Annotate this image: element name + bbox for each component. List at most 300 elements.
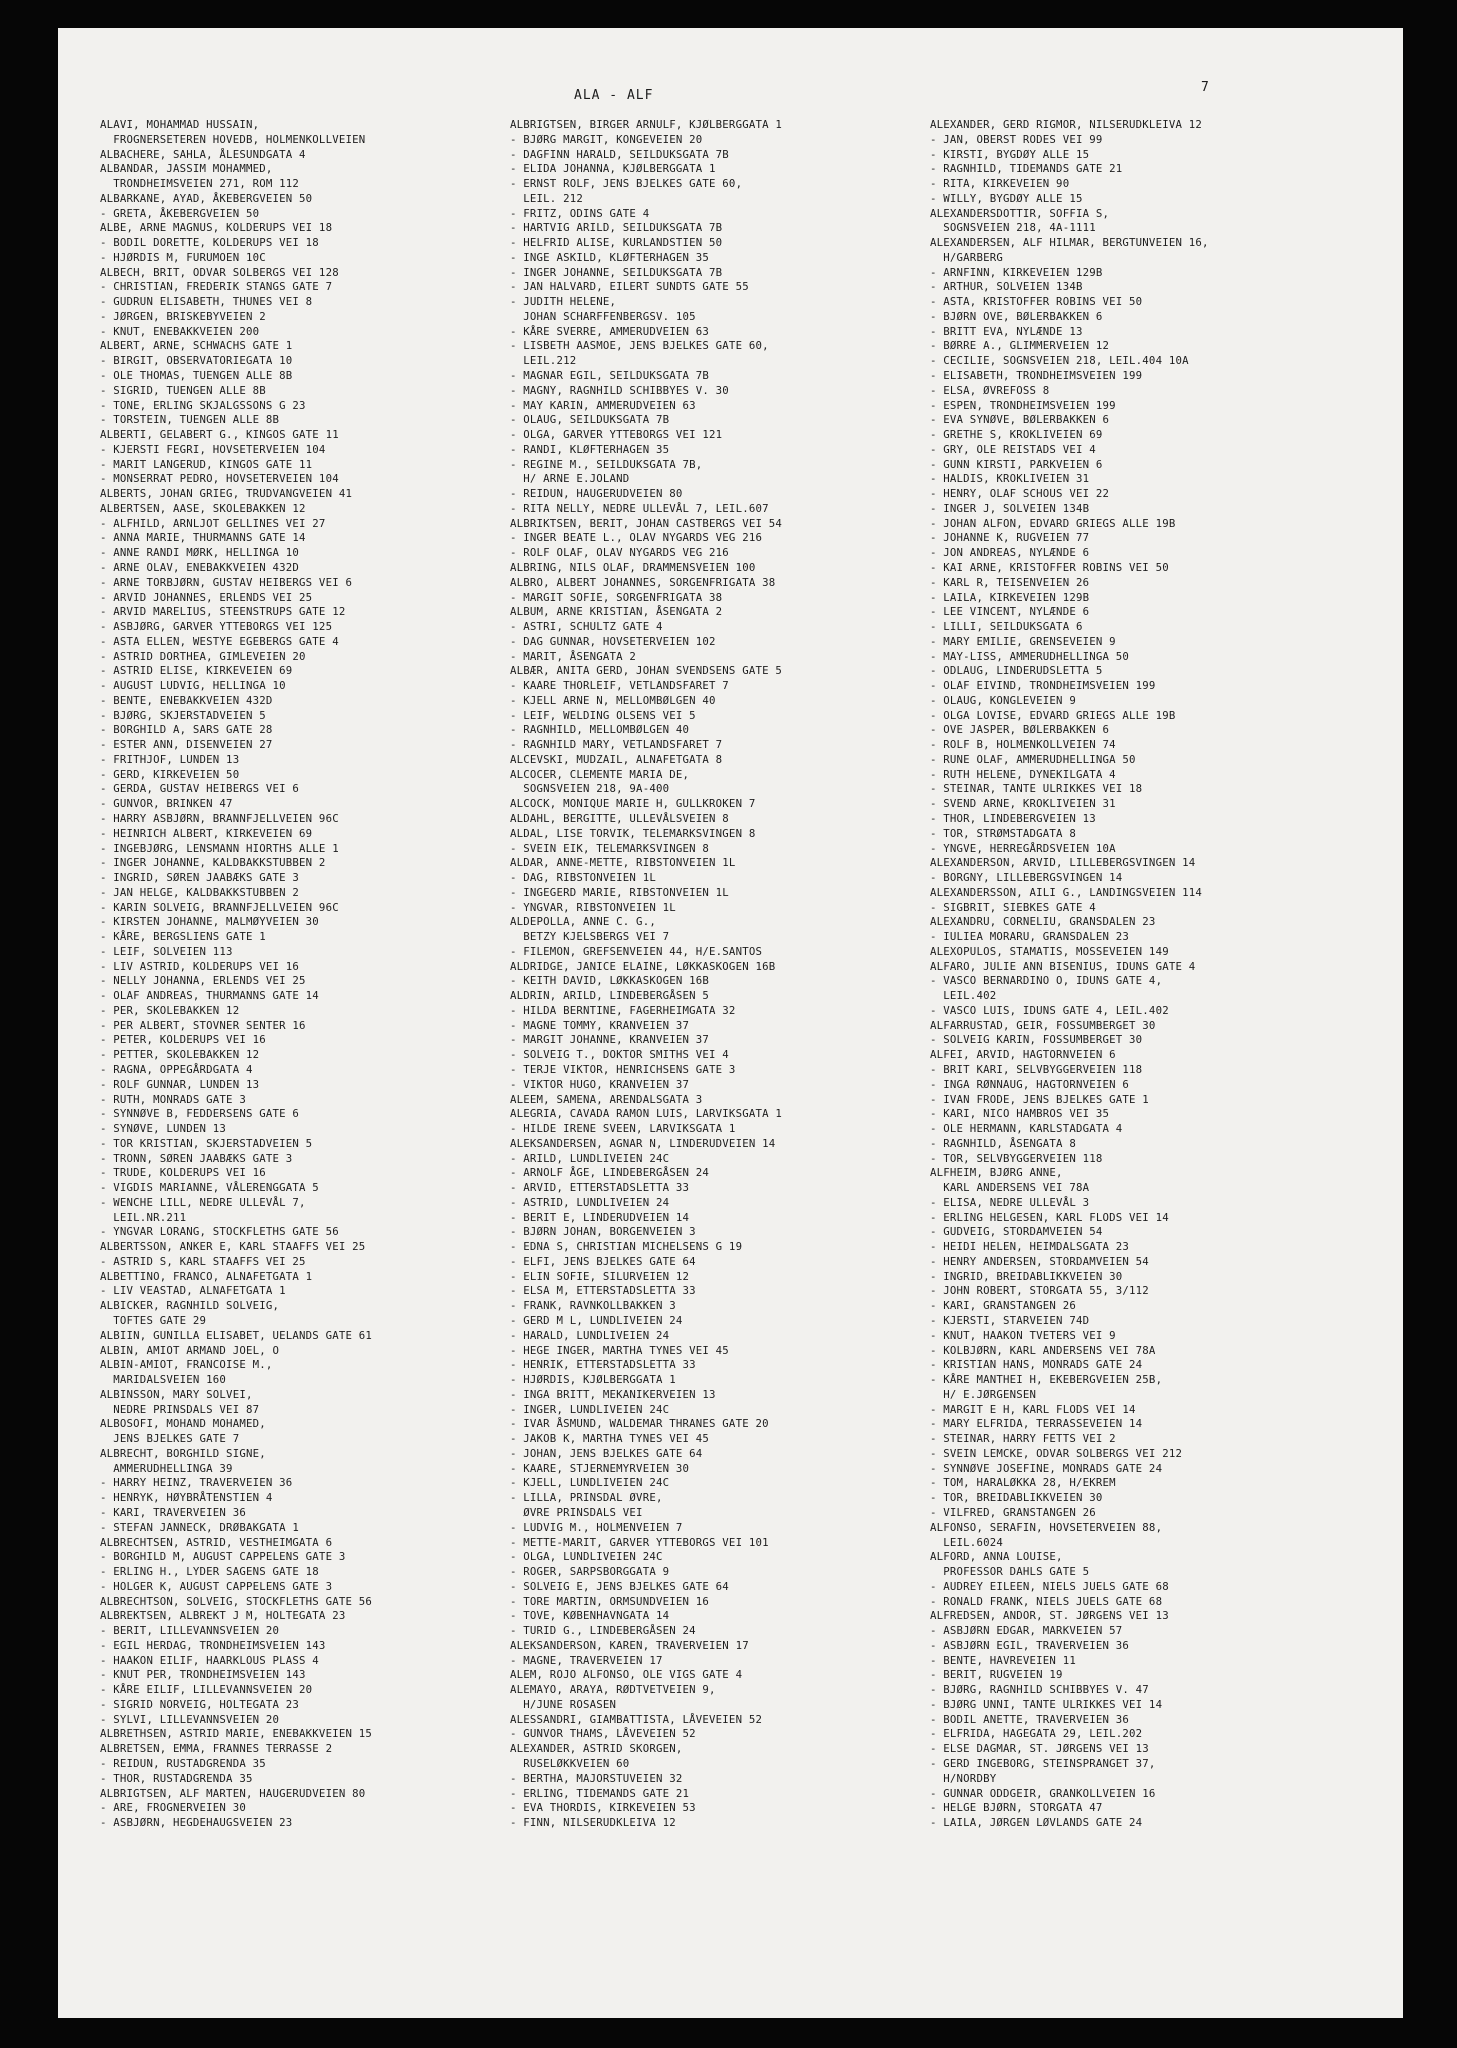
directory-entry: ALBÆR, ANITA GERD, JOHAN SVENDSENS GATE 5	[510, 664, 783, 678]
directory-entry: - ARVID JOHANNES, ERLENDS VEI 25	[100, 590, 313, 604]
directory-entry: ALCEVSKI, MUDZAIL, ALNAFETGATA 8	[510, 752, 723, 766]
directory-entry: TOFTES GATE 29	[100, 1314, 207, 1328]
directory-entry: - ROLF B, HOLMENKOLLVEIEN 74	[930, 738, 1116, 752]
directory-entry: ALBERTI, GELABERT G., KINGOS GATE 11	[100, 428, 339, 442]
page-number: 7	[1201, 80, 1209, 95]
directory-entry: - SOLVEIG E, JENS BJELKES GATE 64	[510, 1579, 729, 1593]
directory-entry: - JOHAN ALFON, EDVARD GRIEGS ALLE 19B	[930, 516, 1176, 530]
directory-entry: ALEXANDERSSON, AILI G., LANDINGSVEIEN 114	[930, 885, 1203, 899]
directory-entry: - HELGE BJØRN, STORGATA 47	[930, 1801, 1103, 1815]
directory-entry: ALFREDSEN, ANDOR, ST. JØRGENS VEI 13	[930, 1609, 1169, 1623]
directory-entry: - SIGBRIT, SIEBKES GATE 4	[930, 900, 1096, 914]
directory-entry: - JAN HALVARD, EILERT SUNDTS GATE 55	[510, 280, 749, 294]
directory-entry: - INGER BEATE L., OLAV NYGARDS VEG 216	[510, 531, 763, 545]
directory-entry: - CECILIE, SOGNSVEIEN 218, LEIL.404 10A	[930, 354, 1189, 368]
directory-entry: ALESSANDRI, GIAMBATTISTA, LÅVEVEIEN 52	[510, 1712, 763, 1726]
directory-entry: - VASCO BERNARDINO O, IDUNS GATE 4,	[930, 974, 1163, 988]
directory-entry: - ERLING, TIDEMANDS GATE 21	[510, 1786, 690, 1800]
directory-entry: - GUNVOR THAMS, LÅVEVEIEN 52	[510, 1727, 696, 1741]
directory-entry: - PER, SKOLEBAKKEN 12	[100, 1003, 240, 1017]
directory-entry: ALBERTS, JOHAN GRIEG, TRUDVANGVEIEN 41	[100, 487, 353, 501]
directory-entry: - MAY-LISS, AMMERUDHELLINGA 50	[930, 649, 1130, 663]
directory-entry: - EVA SYNØVE, BØLERBAKKEN 6	[930, 413, 1110, 427]
directory-entry: - KOLBJØRN, KARL ANDERSENS VEI 78A	[930, 1343, 1156, 1357]
directory-entry: - ASTRID DORTHEA, GIMLEVEIEN 20	[100, 649, 306, 663]
directory-entry: - GRETA, ÅKEBERGVEIEN 50	[100, 206, 260, 220]
directory-entry: H/ E.JØRGENSEN	[930, 1387, 1037, 1401]
directory-entry: PROFESSOR DAHLS GATE 5	[930, 1565, 1090, 1579]
directory-entry: - LIV ASTRID, KOLDERUPS VEI 16	[100, 959, 300, 973]
directory-entry: - BORGHILD A, SARS GATE 28	[100, 723, 273, 737]
directory-entry: - HENRYK, HØYBRÅTENSTIEN 4	[100, 1491, 273, 1505]
directory-entry: - FINN, NILSERUDKLEIVA 12	[510, 1816, 676, 1830]
directory-entry: ALBRO, ALBERT JOHANNES, SORGENFRIGATA 38	[510, 575, 776, 589]
directory-entry: ALBRIGTSEN, ALF MARTEN, HAUGERUDVEIEN 80	[100, 1786, 366, 1800]
directory-entry: - BERIT E, LINDERUDVEIEN 14	[510, 1210, 690, 1224]
directory-entry: ALBARKANE, AYAD, ÅKEBERGVEIEN 50	[100, 191, 313, 205]
directory-entry: - ELISABETH, TRONDHEIMSVEIEN 199	[930, 369, 1143, 383]
directory-entry: - ELFRIDA, HAGEGATA 29, LEIL.202	[930, 1727, 1143, 1741]
directory-entry: - BODIL DORETTE, KOLDERUPS VEI 18	[100, 236, 319, 250]
directory-entry: ALEMAYO, ARAYA, RØDTVETVEIEN 9,	[510, 1683, 716, 1697]
directory-entry: ALFARO, JULIE ANN BISENIUS, IDUNS GATE 4	[930, 959, 1196, 973]
directory-entry: - TOR, SELVBYGGERVEIEN 118	[930, 1151, 1103, 1165]
directory-entry: ALBECH, BRIT, ODVAR SOLBERGS VEI 128	[100, 265, 339, 279]
directory-entry: - BENTE, HAVREVEIEN 11	[930, 1653, 1076, 1667]
directory-entry: LEIL. 212	[510, 191, 583, 205]
directory-entry: - ROLF OLAF, OLAV NYGARDS VEG 216	[510, 546, 729, 560]
directory-entry: - ASTRI, SCHULTZ GATE 4	[510, 620, 663, 634]
directory-entry: - FILEMON, GREFSENVEIEN 44, H/E.SANTOS	[510, 944, 763, 958]
directory-entry: - TURID G., LINDEBERGÅSEN 24	[510, 1624, 696, 1638]
directory-entry: - ARE, FROGNERVEIEN 30	[100, 1801, 246, 1815]
directory-entry: - DAG GUNNAR, HOVSETERVEIEN 102	[510, 634, 716, 648]
directory-page	[58, 28, 1403, 2018]
directory-entry: - ASTA, KRISTOFFER ROBINS VEI 50	[930, 295, 1143, 309]
directory-entry: - MARY ELFRIDA, TERRASSEVEIEN 14	[930, 1417, 1143, 1431]
directory-entry: ALDRIN, ARILD, LINDEBERGÅSEN 5	[510, 989, 710, 1003]
directory-entry: - ASBJØRN EGIL, TRAVERVEIEN 36	[930, 1638, 1130, 1652]
directory-entry: - SVEIN LEMCKE, ODVAR SOLBERGS VEI 212	[930, 1446, 1183, 1460]
directory-entry: - KIRSTI, BYGDØY ALLE 15	[930, 147, 1090, 161]
directory-entry: - KJELL ARNE N, MELLOMBØLGEN 40	[510, 693, 716, 707]
directory-entry: - ELSE DAGMAR, ST. JØRGENS VEI 13	[930, 1742, 1149, 1756]
directory-entry: - BJØRN OVE, BØLERBAKKEN 6	[930, 309, 1103, 323]
directory-entry: - HALDIS, KROKLIVEIEN 31	[930, 472, 1090, 486]
directory-entry: ALFHEIM, BJØRG ANNE,	[930, 1166, 1063, 1180]
directory-entry: - ESPEN, TRONDHEIMSVEIEN 199	[930, 398, 1116, 412]
directory-entry: - ARVID, ETTERSTADSLETTA 33	[510, 1181, 690, 1195]
directory-entry: SOGNSVEIEN 218, 9A-400	[510, 782, 670, 796]
directory-entry: - OLGA, LUNDLIVEIEN 24C	[510, 1550, 663, 1564]
directory-entry: - STEFAN JANNECK, DRØBAKGATA 1	[100, 1520, 300, 1534]
directory-entry: - BJØRN JOHAN, BORGENVEIEN 3	[510, 1225, 696, 1239]
directory-entry: - NELLY JOHANNA, ERLENDS VEI 25	[100, 974, 306, 988]
directory-entry: - HILDE IRENE SVEEN, LARVIKSGATA 1	[510, 1122, 736, 1136]
directory-entry: - LILLI, SEILDUKSGATA 6	[930, 620, 1083, 634]
directory-entry: ALBREKTSEN, ALBREKT J M, HOLTEGATA 23	[100, 1609, 346, 1623]
directory-entry: - HILDA BERNTINE, FAGERHEIMGATA 32	[510, 1003, 736, 1017]
directory-entry: - JAN HELGE, KALDBAKKSTUBBEN 2	[100, 885, 300, 899]
directory-entry: KARL ANDERSENS VEI 78A	[930, 1181, 1090, 1195]
directory-entry: - TORE MARTIN, ORMSUNDVEIEN 16	[510, 1594, 710, 1608]
directory-entry: - KÅRE EILIF, LILLEVANNSVEIEN 20	[100, 1683, 313, 1697]
directory-entry: - JOHANNE K, RUGVEIEN 77	[930, 531, 1090, 545]
directory-entry: - ELFI, JENS BJELKES GATE 64	[510, 1254, 696, 1268]
directory-entry: - HAAKON EILIF, HAARKLOUS PLASS 4	[100, 1653, 319, 1667]
directory-entry: - KAI ARNE, KRISTOFFER ROBINS VEI 50	[930, 560, 1169, 574]
directory-entry: ALEGRIA, CAVADA RAMON LUIS, LARVIKSGATA 1	[510, 1107, 783, 1121]
directory-entry: - THOR, RUSTADGRENDA 35	[100, 1771, 253, 1785]
directory-entry: - INGRID, BREIDABLIKKVEIEN 30	[930, 1269, 1123, 1283]
directory-entry: - TOR, STRØMSTADGATA 8	[930, 826, 1076, 840]
directory-entry: - SIGRID, TUENGEN ALLE 8B	[100, 383, 266, 397]
directory-entry: - AUDREY EILEEN, NIELS JUELS GATE 68	[930, 1579, 1169, 1593]
directory-entry: - IVAR ÅSMUND, WALDEMAR THRANES GATE 20	[510, 1417, 769, 1431]
directory-entry: - MAGNAR EGIL, SEILDUKSGATA 7B	[510, 369, 710, 383]
directory-entry: - RUTH HELENE, DYNEKILGATA 4	[930, 767, 1116, 781]
directory-entry: - KARI, NICO HAMBROS VEI 35	[930, 1107, 1110, 1121]
directory-entry: - LAILA, JØRGEN LØVLANDS GATE 24	[930, 1816, 1143, 1830]
directory-entry: - YNGVAR, RIBSTONVEIEN 1L	[510, 900, 676, 914]
directory-entry: - OLGA LOVISE, EDVARD GRIEGS ALLE 19B	[930, 708, 1176, 722]
directory-entry: ALEXANDERSEN, ALF HILMAR, BERGTUNVEIEN 16,	[930, 236, 1209, 250]
directory-entry: ALBETTINO, FRANCO, ALNAFETGATA 1	[100, 1269, 313, 1283]
directory-entry: - GERD M L, LUNDLIVEIEN 24	[510, 1314, 683, 1328]
directory-entry: - SOLVEIG KARIN, FOSSUMBERGET 30	[930, 1033, 1143, 1047]
directory-entry: - BORGHILD M, AUGUST CAPPELENS GATE 3	[100, 1550, 346, 1564]
directory-entry: ALCOCER, CLEMENTE MARIA DE,	[510, 767, 690, 781]
directory-entry: AMMERUDHELLINGA 39	[100, 1461, 233, 1475]
directory-entry: LEIL.402	[930, 989, 997, 1003]
directory-entry: - LAILA, KIRKEVEIEN 129B	[930, 590, 1090, 604]
directory-entry: ALDAL, LISE TORVIK, TELEMARKSVINGEN 8	[510, 826, 756, 840]
directory-entry: - BRITT EVA, NYLÆNDE 13	[930, 324, 1083, 338]
directory-entry: - GERD INGEBORG, STEINSPRANGET 37,	[930, 1756, 1156, 1770]
directory-entry: - BJØRG, SKJERSTADVEIEN 5	[100, 708, 266, 722]
directory-entry: - RONALD FRANK, NIELS JUELS GATE 68	[930, 1594, 1163, 1608]
directory-entry: ØVRE PRINSDALS VEI	[510, 1505, 643, 1519]
directory-entry: - ASBJØRN, HEGDEHAUGSVEIEN 23	[100, 1816, 293, 1830]
directory-entry: ALEKSANDERSON, KAREN, TRAVERVEIEN 17	[510, 1638, 749, 1652]
directory-entry: - REIDUN, HAUGERUDVEIEN 80	[510, 487, 683, 501]
directory-entry: - MARIT LANGERUD, KINGOS GATE 11	[100, 457, 313, 471]
directory-entry: - KJERSTI FEGRI, HOVSETERVEIEN 104	[100, 442, 326, 456]
directory-entry: ALBRING, NILS OLAF, DRAMMENSVEIEN 100	[510, 560, 756, 574]
directory-entry: - KARI, GRANSTANGEN 26	[930, 1299, 1076, 1313]
directory-entry: - MAGNE, TRAVERVEIEN 17	[510, 1653, 663, 1667]
directory-entry: - KÅRE SVERRE, AMMERUDVEIEN 63	[510, 324, 710, 338]
directory-entry: - THOR, LINDEBERGVEIEN 13	[930, 811, 1096, 825]
directory-entry: - LISBETH AASMOE, JENS BJELKES GATE 60,	[510, 339, 769, 353]
directory-entry: - KÅRE, BERGSLIENS GATE 1	[100, 930, 266, 944]
directory-entry: - SIGRID NORVEIG, HOLTEGATA 23	[100, 1697, 300, 1711]
directory-entry: - LEIF, SOLVEIEN 113	[100, 944, 233, 958]
directory-entry: - PETTER, SKOLEBAKKEN 12	[100, 1048, 260, 1062]
directory-entry: ALBACHERE, SAHLA, ÅLESUNDGATA 4	[100, 147, 306, 161]
directory-entry: - REGINE M., SEILDUKSGATA 7B,	[510, 457, 703, 471]
directory-entry: - OLGA, GARVER YTTEBORGS VEI 121	[510, 428, 723, 442]
directory-entry: - HENRY, OLAF SCHOUS VEI 22	[930, 487, 1110, 501]
directory-entry: - BERTHA, MAJORSTUVEIEN 32	[510, 1771, 683, 1785]
directory-entry: - RAGNHILD, TIDEMANDS GATE 21	[930, 162, 1123, 176]
directory-entry: - KNUT PER, TRONDHEIMSVEIEN 143	[100, 1668, 306, 1682]
directory-entry: - GERDA, GUSTAV HEIBERGS VEI 6	[100, 782, 300, 796]
directory-entry: - FRITHJOF, LUNDEN 13	[100, 752, 240, 766]
directory-entry: - DAG, RIBSTONVEIEN 1L	[510, 871, 656, 885]
directory-entry: - FRITZ, ODINS GATE 4	[510, 206, 650, 220]
directory-entry: - GUNNAR ODDGEIR, GRANKOLLVEIEN 16	[930, 1786, 1156, 1800]
directory-entry: - ARTHUR, SOLVEIEN 134B	[930, 280, 1083, 294]
directory-entry: FROGNERSETEREN HOVEDB, HOLMENKOLLVEIEN	[100, 132, 366, 146]
directory-entry: - FRANK, RAVNKOLLBAKKEN 3	[510, 1299, 676, 1313]
directory-entry: - GUDVEIG, STORDAMVEIEN 54	[930, 1225, 1103, 1239]
directory-entry: - ERNST ROLF, JENS BJELKES GATE 60,	[510, 177, 743, 191]
directory-entry: - TORSTEIN, TUENGEN ALLE 8B	[100, 413, 280, 427]
directory-entry: - VASCO LUIS, IDUNS GATE 4, LEIL.402	[930, 1003, 1169, 1017]
directory-entry: - RAGNHILD MARY, VETLANDSFARET 7	[510, 738, 723, 752]
directory-entry: ALFEI, ARVID, HAGTORNVEIEN 6	[930, 1048, 1116, 1062]
directory-entry: - BERIT, LILLEVANNSVEIEN 20	[100, 1624, 280, 1638]
directory-entry: - ROGER, SARPSBORGGATA 9	[510, 1565, 670, 1579]
directory-entry: - HARRY HEINZ, TRAVERVEIEN 36	[100, 1476, 293, 1490]
directory-entry: - INGEBJØRG, LENSMANN HIORTHS ALLE 1	[100, 841, 339, 855]
directory-entry: ALEXANDER, GERD RIGMOR, NILSERUDKLEIVA 12	[930, 118, 1203, 131]
directory-entry: H/JUNE ROSASEN	[510, 1697, 617, 1711]
directory-entry: - HENRIK, ETTERSTADSLETTA 33	[510, 1358, 696, 1372]
directory-entry: ALEXANDER, ASTRID SKORGEN,	[510, 1742, 683, 1756]
directory-entry: - BØRRE A., GLIMMERVEIEN 12	[930, 339, 1110, 353]
directory-entry: - SVEND ARNE, KROKLIVEIEN 31	[930, 797, 1116, 811]
directory-entry: ALEM, ROJO ALFONSO, OLE VIGS GATE 4	[510, 1668, 743, 1682]
directory-entry: - LILLA, PRINSDAL ØVRE,	[510, 1491, 663, 1505]
directory-entry: - KJELL, LUNDLIVEIEN 24C	[510, 1476, 670, 1490]
directory-entry: - WENCHE LILL, NEDRE ULLEVÅL 7,	[100, 1195, 306, 1209]
directory-entry: - SYNNØVE JOSEFINE, MONRADS GATE 24	[930, 1461, 1163, 1475]
directory-entry: - KJERSTI, STARVEIEN 74D	[930, 1314, 1090, 1328]
directory-entry: - METTE-MARIT, GARVER YTTEBORGS VEI 101	[510, 1535, 769, 1549]
directory-entry: - ELISA, NEDRE ULLEVÅL 3	[930, 1195, 1090, 1209]
directory-entry: - BJØRG, RAGNHILD SCHIBBYES V. 47	[930, 1683, 1149, 1697]
directory-entry: - EDNA S, CHRISTIAN MICHELSENS G 19	[510, 1240, 743, 1254]
directory-entry: - ESTER ANN, DISENVEIEN 27	[100, 738, 273, 752]
directory-entry: - HENRY ANDERSEN, STORDAMVEIEN 54	[930, 1254, 1149, 1268]
directory-entry: ALAVI, MOHAMMAD HUSSAIN,	[100, 118, 260, 131]
directory-entry: - HJØRDIS M, FURUMOEN 10C	[100, 250, 266, 264]
directory-entry: LEIL.6024	[930, 1535, 1003, 1549]
directory-entry: - HOLGER K, AUGUST CAPPELENS GATE 3	[100, 1579, 333, 1593]
directory-entry: - OLE HERMANN, KARLSTADGATA 4	[930, 1122, 1123, 1136]
directory-entry: - SOLVEIG T., DOKTOR SMITHS VEI 4	[510, 1048, 729, 1062]
directory-entry: - INGE ASKILD, KLØFTERHAGEN 35	[510, 250, 710, 264]
directory-entry: ALEXANDERSDOTTIR, SOFFIA S,	[930, 206, 1110, 220]
directory-entry: - REIDUN, RUSTADGRENDA 35	[100, 1756, 266, 1770]
directory-entry: - EGIL HERDAG, TRONDHEIMSVEIEN 143	[100, 1638, 326, 1652]
directory-entry: - OLAUG, SEILDUKSGATA 7B	[510, 413, 670, 427]
directory-entry: ALDAHL, BERGITTE, ULLEVÅLSVEIEN 8	[510, 811, 729, 825]
directory-entry: ALBRIKTSEN, BERIT, JOHAN CASTBERGS VEI 54	[510, 516, 783, 530]
directory-entry: - BJØRG UNNI, TANTE ULRIKKES VEI 14	[930, 1697, 1163, 1711]
directory-entry: ALCOCK, MONIQUE MARIE H, GULLKROKEN 7	[510, 797, 756, 811]
directory-entry: - DAGFINN HARALD, SEILDUKSGATA 7B	[510, 147, 729, 161]
directory-entry: - STEINAR, HARRY FETTS VEI 2	[930, 1432, 1116, 1446]
directory-entry: - INGER, LUNDLIVEIEN 24C	[510, 1402, 670, 1416]
directory-entry: - TRONN, SØREN JAABÆKS GATE 3	[100, 1151, 293, 1165]
directory-entry: - ROLF GUNNAR, LUNDEN 13	[100, 1077, 260, 1091]
directory-entry: - ERLING H., LYDER SAGENS GATE 18	[100, 1565, 319, 1579]
directory-entry: - ARNE OLAV, ENEBAKKVEIEN 432D	[100, 560, 300, 574]
directory-entry: - JOHAN, JENS BJELKES GATE 64	[510, 1446, 703, 1460]
directory-entry: H/ ARNE E.JOLAND	[510, 472, 630, 486]
directory-entry: - GUNVOR, BRINKEN 47	[100, 797, 233, 811]
directory-entry: MARIDALSVEIEN 160	[100, 1373, 227, 1387]
directory-entry: - HEINRICH ALBERT, KIRKEVEIEN 69	[100, 826, 313, 840]
directory-entry: - IVAN FRODE, JENS BJELKES GATE 1	[930, 1092, 1149, 1106]
directory-entry: - OLAUG, KONGLEVEIEN 9	[930, 693, 1076, 707]
directory-entry: - RAGNHILD, ÅSENGATA 8	[930, 1136, 1076, 1150]
directory-entry: ALDEPOLLA, ANNE C. G.,	[510, 915, 656, 929]
directory-entry: ALBRETSEN, EMMA, FRANNES TERRASSE 2	[100, 1742, 333, 1756]
directory-entry: ALDRIDGE, JANICE ELAINE, LØKKASKOGEN 16B	[510, 959, 776, 973]
directory-entry: - AUGUST LUDVIG, HELLINGA 10	[100, 679, 286, 693]
directory-entry: - ARNE TORBJØRN, GUSTAV HEIBERGS VEI 6	[100, 575, 353, 589]
column-1	[100, 118, 500, 1831]
directory-entry: - ARVID MARELIUS, STEENSTRUPS GATE 12	[100, 605, 346, 619]
directory-entry: - HJØRDIS, KJØLBERGGATA 1	[510, 1373, 676, 1387]
directory-entry: - TOR, BREIDABLIKKVEIEN 30	[930, 1491, 1103, 1505]
directory-entry: - KNUT, ENEBAKKVEIEN 200	[100, 324, 260, 338]
column-2	[510, 118, 930, 1831]
directory-entry: ALBIN-AMIOT, FRANCOISE M.,	[100, 1358, 273, 1372]
directory-entry: - ASTRID, LUNDLIVEIEN 24	[510, 1195, 670, 1209]
directory-entry: - ASTRID S, KARL STAAFFS VEI 25	[100, 1254, 306, 1268]
directory-entry: NEDRE PRINSDALS VEI 87	[100, 1402, 260, 1416]
directory-entry: - KAARE, STJERNEMYRVEIEN 30	[510, 1461, 690, 1475]
directory-entry: - VIKTOR HUGO, KRANVEIEN 37	[510, 1077, 690, 1091]
directory-entry: ALBERT, ARNE, SCHWACHS GATE 1	[100, 339, 293, 353]
directory-entry: RUSELØKKVEIEN 60	[510, 1756, 630, 1770]
directory-entry: - MAGNY, RAGNHILD SCHIBBYES V. 30	[510, 383, 729, 397]
directory-entry: - LEE VINCENT, NYLÆNDE 6	[930, 605, 1090, 619]
directory-entry: ALBERTSSON, ANKER E, KARL STAAFFS VEI 25	[100, 1240, 366, 1254]
directory-entry: ALEXANDRU, CORNELIU, GRANSDALEN 23	[930, 915, 1156, 929]
directory-entry: - HEGE INGER, MARTHA TYNES VEI 45	[510, 1343, 729, 1357]
directory-entry: - HEIDI HELEN, HEIMDALSGATA 23	[930, 1240, 1130, 1254]
directory-entry: - BIRGIT, OBSERVATORIEGATA 10	[100, 354, 293, 368]
directory-entry: ALBRECHTSON, SOLVEIG, STOCKFLETHS GATE 56	[100, 1594, 373, 1608]
directory-entry: - JON ANDREAS, NYLÆNDE 6	[930, 546, 1090, 560]
directory-entry: - RUTH, MONRADS GATE 3	[100, 1092, 246, 1106]
directory-entry: - RANDI, KLØFTERHAGEN 35	[510, 442, 670, 456]
directory-entry: ALBRECHT, BORGHILD SIGNE,	[100, 1446, 266, 1460]
directory-entry: - KARL R, TEISENVEIEN 26	[930, 575, 1090, 589]
directory-entry: - INGEGERD MARIE, RIBSTONVEIEN 1L	[510, 885, 729, 899]
page-header: ALA - ALF	[574, 88, 654, 103]
directory-entry: - MAY KARIN, AMMERUDVEIEN 63	[510, 398, 696, 412]
directory-entry: - TOVE, KØBENHAVNGATA 14	[510, 1609, 670, 1623]
directory-entry: - OLE THOMAS, TUENGEN ALLE 8B	[100, 369, 293, 383]
directory-entry: - BENTE, ENEBAKKVEIEN 432D	[100, 693, 273, 707]
directory-entry: - OVE JASPER, BØLERBAKKEN 6	[930, 723, 1110, 737]
directory-entry: - INGA RØNNAUG, HAGTORNVEIEN 6	[930, 1077, 1130, 1091]
directory-entry: TRONDHEIMSVEIEN 271, ROM 112	[100, 177, 300, 191]
directory-entry: - KARI, TRAVERVEIEN 36	[100, 1505, 246, 1519]
directory-entry: - INGER J, SOLVEIEN 134B	[930, 501, 1090, 515]
directory-entry: - HELFRID ALISE, KURLANDSTIEN 50	[510, 236, 723, 250]
directory-entry: - HARALD, LUNDLIVEIEN 24	[510, 1328, 670, 1342]
directory-entry: ALFORD, ANNA LOUISE,	[930, 1550, 1063, 1564]
directory-entry: - MARIT, ÅSENGATA 2	[510, 649, 637, 663]
directory-entry: - LIV VEASTAD, ALNAFETGATA 1	[100, 1284, 286, 1298]
directory-entry: ALBRETHSEN, ASTRID MARIE, ENEBAKKVEIEN 15	[100, 1727, 373, 1741]
directory-entry: - JØRGEN, BRISKEBYVEIEN 2	[100, 309, 266, 323]
directory-entry: - ODLAUG, LINDERUDSLETTA 5	[930, 664, 1103, 678]
directory-entry: ALBUM, ARNE KRISTIAN, ÅSENGATA 2	[510, 605, 723, 619]
directory-entry: SOGNSVEIEN 218, 4A-1111	[930, 221, 1096, 235]
directory-entry: - KARIN SOLVEIG, BRANNFJELLVEIEN 96C	[100, 900, 339, 914]
directory-entry: - CHRISTIAN, FREDERIK STANGS GATE 7	[100, 280, 333, 294]
directory-entry: - RAGNA, OPPEGÅRDGATA 4	[100, 1063, 253, 1076]
directory-entry: ALBIIN, GUNILLA ELISABET, UELANDS GATE 61	[100, 1328, 373, 1342]
directory-entry: - JUDITH HELENE,	[510, 295, 617, 309]
directory-entry: ALBERTSEN, AASE, SKOLEBAKKEN 12	[100, 501, 306, 515]
directory-entry: - SVEIN EIK, TELEMARKSVINGEN 8	[510, 841, 710, 855]
directory-entry: - TONE, ERLING SKJALGSSONS G 23	[100, 398, 306, 412]
directory-entry: - JAN, OBERST RODES VEI 99	[930, 132, 1103, 146]
directory-entry: - ANNA MARIE, THURMANNS GATE 14	[100, 531, 306, 545]
directory-entry: ALBICKER, RAGNHILD SOLVEIG,	[100, 1299, 280, 1313]
directory-entry: - BORGNY, LILLEBERGSVINGEN 14	[930, 871, 1123, 885]
directory-entry: - MARY EMILIE, GRENSEVEIEN 9	[930, 634, 1116, 648]
directory-entry: - BERIT, RUGVEIEN 19	[930, 1668, 1063, 1682]
directory-entry: - RUNE OLAF, AMMERUDHELLINGA 50	[930, 752, 1136, 766]
directory-entry: - BJØRG MARGIT, KONGEVEIEN 20	[510, 132, 703, 146]
directory-entry: - MARGIT SOFIE, SORGENFRIGATA 38	[510, 590, 723, 604]
directory-entry: ALBRIGTSEN, BIRGER ARNULF, KJØLBERGGATA 1	[510, 118, 783, 131]
directory-entry: - OLAF EIVIND, TRONDHEIMSVEIEN 199	[930, 679, 1156, 693]
directory-entry: - LEIF, WELDING OLSENS VEI 5	[510, 708, 696, 722]
directory-entry: - ANNE RANDI MØRK, HELLINGA 10	[100, 546, 300, 560]
directory-entry: - ARILD, LUNDLIVEIEN 24C	[510, 1151, 670, 1165]
directory-entry: - ERLING HELGESEN, KARL FLODS VEI 14	[930, 1210, 1169, 1224]
directory-entry: JENS BJELKES GATE 7	[100, 1432, 240, 1446]
directory-entry: - TRUDE, KOLDERUPS VEI 16	[100, 1166, 266, 1180]
directory-entry: - GERD, KIRKEVEIEN 50	[100, 767, 240, 781]
directory-entry: - MARGIT JOHANNE, KRANVEIEN 37	[510, 1033, 710, 1047]
directory-entry: - RITA, KIRKEVEIEN 90	[930, 177, 1070, 191]
column-3	[930, 118, 1360, 1831]
directory-entry: - VIGDIS MARIANNE, VÅLERENGGATA 5	[100, 1181, 319, 1195]
directory-entry: ALEEM, SAMENA, ARENDALSGATA 3	[510, 1092, 703, 1106]
directory-entry: - TERJE VIKTOR, HENRICHSENS GATE 3	[510, 1063, 736, 1076]
directory-entry: - MARGIT E H, KARL FLODS VEI 14	[930, 1402, 1136, 1416]
directory-entry: - KÅRE MANTHEI H, EKEBERGVEIEN 25B,	[930, 1373, 1163, 1387]
directory-entry: - KAARE THORLEIF, VETLANDSFARET 7	[510, 679, 729, 693]
directory-entry: ALBINSSON, MARY SOLVEI,	[100, 1387, 253, 1401]
directory-entry: - PER ALBERT, STOVNER SENTER 16	[100, 1018, 306, 1032]
directory-entry: - VILFRED, GRANSTANGEN 26	[930, 1505, 1096, 1519]
directory-entry: - ASBJØRN EDGAR, MARKVEIEN 57	[930, 1624, 1123, 1638]
directory-entry: ALBOSOFI, MOHAND MOHAMED,	[100, 1417, 266, 1431]
directory-entry: - INGER JOHANNE, KALDBAKKSTUBBEN 2	[100, 856, 326, 870]
directory-entry: - ELSA M, ETTERSTADSLETTA 33	[510, 1284, 696, 1298]
directory-entry: - YNGVE, HERREGÅRDSVEIEN 10A	[930, 841, 1116, 855]
directory-entry: - WILLY, BYGDØY ALLE 15	[930, 191, 1083, 205]
directory-entry: ALDAR, ANNE-METTE, RIBSTONVEIEN 1L	[510, 856, 736, 870]
directory-entry: - INGRID, SØREN JAABÆKS GATE 3	[100, 871, 300, 885]
directory-entry: - GRY, OLE REISTADS VEI 4	[930, 442, 1096, 456]
directory-entry: ALFARRUSTAD, GEIR, FOSSUMBERGET 30	[930, 1018, 1156, 1032]
